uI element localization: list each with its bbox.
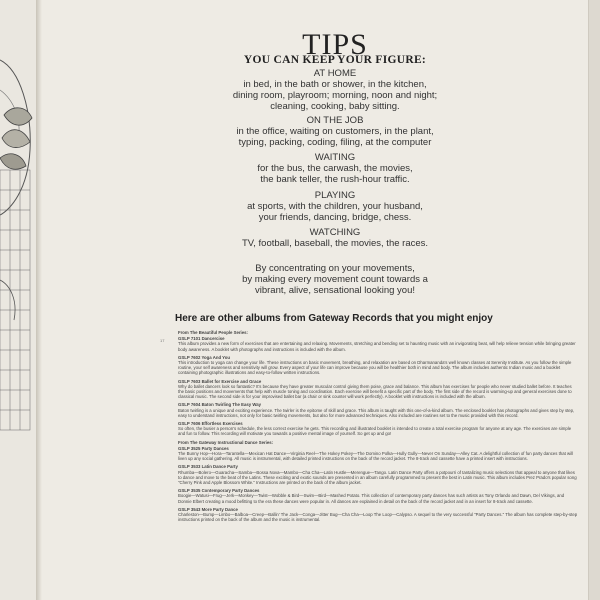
album-entry	[178, 355, 578, 376]
page-title: TIPS	[302, 28, 368, 61]
album-description: So often, the busier a person's schedule, the less correct exercise he gets. This recording and illustrated booklet is intended to create a total exercise program for anyone at any age. The exercises are simple and fun to follow. This recording will motivate you towards a positive mental image of yourself. So get up and go!	[178, 426, 572, 437]
tip-line: at sports, with the children, your husband,	[247, 201, 423, 212]
tip-line: your friends, dancing, bridge, chess.	[258, 212, 412, 223]
album-title: GSLP 3543 More Party Dance	[178, 506, 238, 512]
album-description: Boogie—Watusi—Frug—Jerk—Monkey—Twist—Wobble & Bird—Swim—Bird—Mashed Potato. This collection of contemporary party dances has such artists as Tony Orlando and Dawn, Del Vikings, and Donnie Elbert creating a mood befitting to the era these dances were popular in. All dances are explained in detail on the back of the record jacket and in an insert for 8-track and cassette.	[178, 493, 565, 504]
album-title: GSLP 3533 Latin Dance Party	[178, 464, 238, 470]
album-description: This introduction to yoga can change your life. These instructions on basic movement, breathing, and relaxation are based on Dharmananda's well known classes at Serenity Institute. As you follow the simple routine, your self awareness and sensitivity will grow. Every aspect of your life can improve because you will be healthier both in mind and body. The album includes authentic Indian music and a booklet containing photographic illustrations and easy-to-follow written instructions.	[178, 360, 572, 376]
album-entry	[178, 488, 578, 504]
closing-line: vibrant, alive, sensational looking you!	[254, 285, 415, 296]
album-entry	[178, 336, 578, 352]
album-entry	[178, 446, 578, 462]
album-title: GSLP 7101 Dancercise	[178, 336, 225, 342]
tip-heading: AT HOME	[313, 68, 357, 79]
album-title: GSLP 3535 Contemporary Party Dances	[178, 488, 260, 494]
album-entry	[178, 421, 578, 437]
tip-section-waiting	[140, 152, 530, 185]
album-entry	[178, 379, 578, 400]
album-entry	[178, 507, 578, 523]
spine-fold	[36, 0, 42, 600]
tip-line: typing, packing, coding, filing, at the computer	[238, 137, 432, 148]
album-entry	[178, 402, 578, 418]
tip-line: cleaning, cooking, baby sitting.	[270, 101, 400, 112]
album-description: Why do ballet dancers look so fantastic? It's because they have greater muscular control giving them poise, grace and balance. This album has exercises for people who never studied ballet before. It teaches the basic positions and movements that help with muscle toning and coordination. Each exercise will benefit a specific part of the body. The first side of the record is warming-up and general exercises done to classical music. The second side is for your improvised ballet bar (a chair or sink counter will work perfectly). A booklet with instructions is included with the album.	[178, 383, 572, 400]
album-description: Charleston—Bump—Limbo—Balboa—Creep—Ballin' The Jack—Conga—Jitter Bug—Cha Cha—Loop The Loop—Calypso. A sequel to the very successful "Party Dances." The album has complete step-by-step instructions printed on the back of the album and the music is instrumental.	[178, 512, 578, 523]
leaf-illustration	[0, 0, 36, 600]
left-panel-illustration	[0, 0, 38, 600]
album-description: The Bunny Hop—Hora—Tarantella—Mexican Hat Dance—Virginia Reel—The Hokey Pokey—The Domino Polka—Hully Gully—Never On Sunday—Alley Cat. A delightful collection of fun party dances that will liven up any social gathering. All music is instrumental, with detailed printed instructions on the back of the record jacket. The 8-track and cassette have a printed insert with instructions.	[178, 451, 573, 462]
album-title: GSLP 7606 Effortless Exercises	[178, 421, 243, 427]
closing-paragraph	[140, 263, 530, 296]
album-description: This album provides a new form of exercises that are entertaining and relaxing. Movements, stretching and bending set to haunting music with an invigorating beat, will help relieve tension while bringing greater body awareness. A booklet with photographs and instructions is included with the album.	[178, 341, 576, 352]
tip-heading: WATCHING	[309, 227, 361, 238]
tip-line: for the bus, the carwash, the movies,	[257, 163, 413, 174]
tip-heading: PLAYING	[314, 190, 356, 201]
series-label: From The Gateway Instructional Dance Series:	[178, 439, 274, 445]
cover-edge	[588, 0, 600, 600]
album-description: Baton twirling is a unique and exciting experience. The twirler is the epitome of skill and grace. This album is taught with this one-of-a-kind album. The enclosed booklet has photographs and gives step by step, easy to understand instructions, not only for basic twirling movements, but also for more advanced techniques. Also included are routines set to the music provided with this record.	[178, 407, 575, 418]
tip-line: dining room, playroom; morning, noon and night;	[232, 90, 438, 101]
album-description: Rhumba—Bolero—Guaracha—Samba—Bossa Nova—Mambo—Cha Cha—Latin Hustle—Merengue—Tango. Latin Dance Party offers a potpourri of tantalizing music selections that appeal to anyone that likes to dance and move to the beat of the Latins. These exciting and exotic sounds are presented in an album carefully programmed to present the best in Latin music. This album includes Prez Prado's popular song "Cherry Pink and Apple Blossom White." Instructions are printed on the back of the album jacket.	[178, 469, 577, 486]
album-title: GSLP 7602 Yoga And You	[178, 354, 230, 360]
album-title: GSLP 7603 Ballet for Exercise and Grace	[178, 378, 262, 384]
tip-line: the bank teller, the rush-hour traffic.	[260, 174, 410, 185]
tip-section-on-the-job	[140, 115, 530, 148]
tip-section-playing	[140, 190, 530, 223]
album-title: GSLP 7604 Baton Twirling The Easy Way	[178, 402, 262, 408]
tip-line: in bed, in the bath or shower, in the kitchen,	[243, 79, 427, 90]
album-entry	[178, 464, 578, 485]
tip-line: in the office, waiting on customers, in the plant,	[236, 126, 434, 137]
album-title: GSLP 3525 Party Dances	[178, 445, 229, 451]
closing-line: by making every movement count towards a	[242, 274, 428, 285]
tip-line: TV, football, baseball, the movies, the races.	[241, 238, 429, 249]
series-label: From The Beautiful People Series:	[178, 330, 248, 335]
tip-heading: ON THE JOB	[306, 115, 364, 126]
album-listing	[178, 328, 578, 526]
albums-heading: Here are other albums from Gateway Records that you might enjoy	[175, 313, 493, 324]
page-subtitle: YOU CAN KEEP YOUR FIGURE:	[243, 54, 427, 66]
page-number: 17	[160, 338, 165, 343]
tip-section-at-home	[140, 68, 530, 112]
tip-section-watching	[140, 227, 530, 249]
closing-line: By concentrating on your movements,	[255, 263, 415, 274]
tip-heading: WAITING	[314, 152, 356, 163]
